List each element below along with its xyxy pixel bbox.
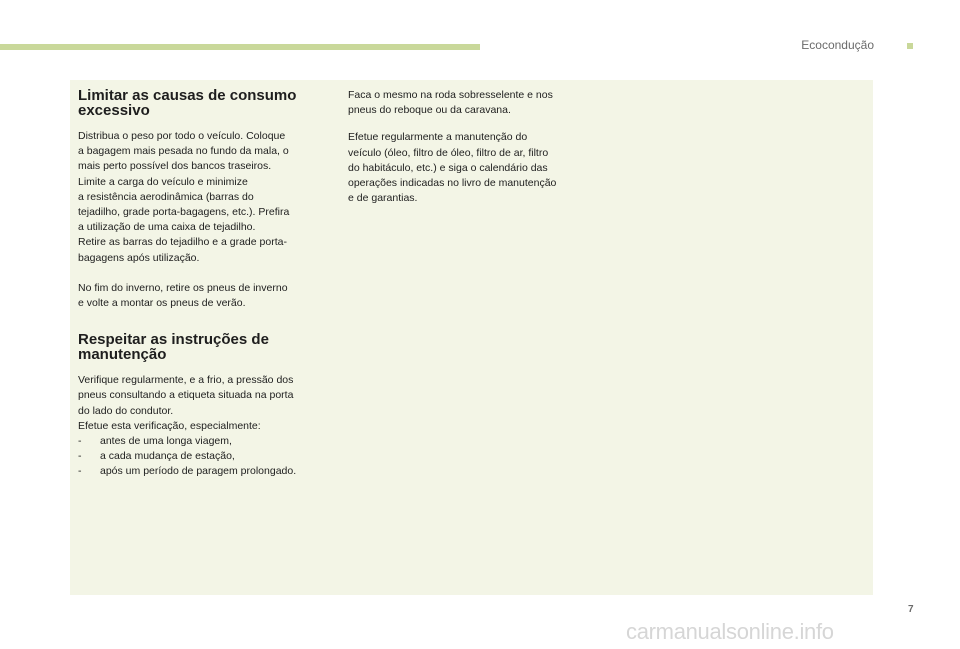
checklist: [78, 434, 330, 480]
page-number: 7: [908, 604, 914, 615]
left-column: [78, 88, 330, 480]
paragraph-pressure: Verifique regularmente, e a frio, a pressão dos pneus consultando a etiqueta situada na porta do lado do condutor. Efetue esta verificação, especialmente:: [78, 374, 294, 432]
heading-maintenance: Respeitar as instruções de manutenção: [78, 331, 269, 364]
paragraph-tyres: No fim do inverno, retire os pneus de inverno e volte a montar os pneus de verão.: [78, 281, 288, 310]
paragraph-spare-wheel: Faca o mesmo na roda sobresselente e nos pneus do reboque ou da caravana.: [348, 89, 553, 117]
list-item: - a cada mudança de estação,: [78, 450, 235, 463]
paragraph-service: Efetue regularmente a manutenção do veículo (óleo, filtro de óleo, filtro de ar, filtro do habitáculo, etc.) e siga o calendário das operações indicadas no livro de manutenção e de garantias.: [348, 131, 557, 205]
content-panel: [70, 80, 873, 595]
list-item: - antes de uma longa viagem,: [78, 435, 232, 448]
paragraph-weight: Distribua o peso por todo o veículo. Coloque a bagagem mais pesada no fundo da mala, o mais perto possível dos bancos traseiros. Limite a carga do veículo e minimize a resistência aerodinâmica (barras do tejadilho, grade porta-bagagens, etc.). Prefira a utilização de uma caixa de tejadilho. Retire as barras do tejadilho e a grade porta- bagagens após utilização.: [78, 130, 290, 264]
section-title: Ecocondução: [801, 38, 874, 52]
header-marker: [907, 43, 913, 49]
watermark: carmanualsonline.info: [626, 619, 834, 644]
list-item: - após um período de paragem prolongado.: [78, 465, 297, 478]
right-column: [348, 88, 596, 206]
heading-consumption: Limitar as causas de consumo excessivo: [78, 87, 297, 119]
header-accent-bar: [0, 44, 480, 50]
